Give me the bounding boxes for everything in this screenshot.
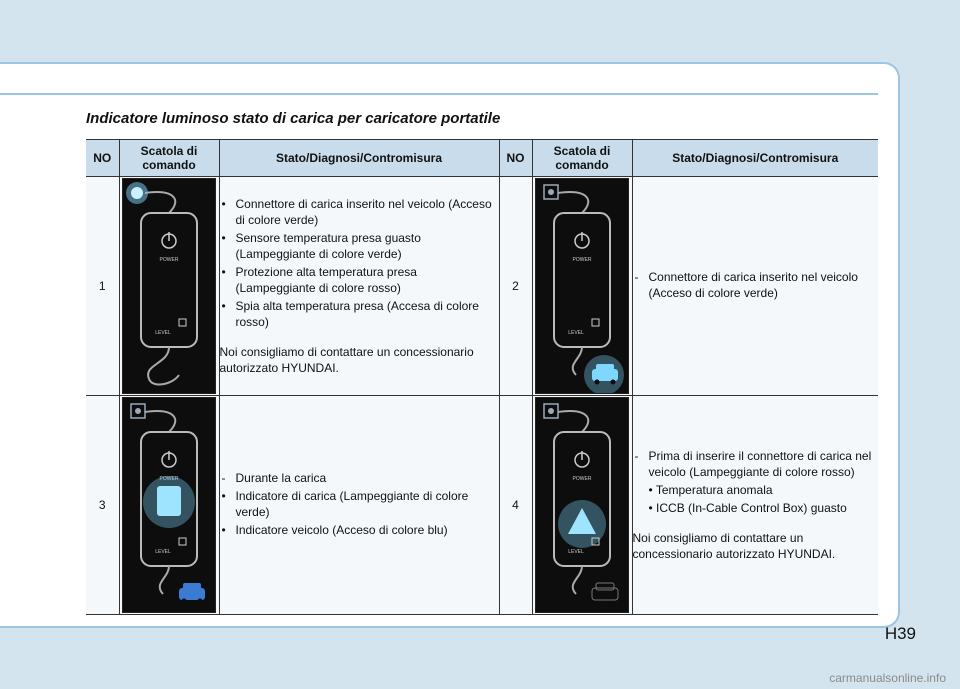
list-item: • Spia alta temperatura presa (Accesa di colore rosso) bbox=[221, 299, 479, 329]
list-item: • Indicatore di carica (Lampeggiante di colore verde) bbox=[221, 489, 469, 519]
level-label: LEVEL bbox=[155, 330, 171, 336]
status-description bbox=[632, 177, 878, 396]
col-header-status: Stato/Diagnosi/Contromisura bbox=[219, 140, 499, 177]
table-row bbox=[86, 396, 878, 615]
table-row bbox=[86, 177, 878, 396]
watermark: carmanualsonline.info bbox=[829, 671, 946, 685]
svg-text:POWER: POWER bbox=[159, 476, 179, 482]
page-number: H39 bbox=[884, 624, 916, 643]
col-header-no: NO bbox=[86, 140, 119, 177]
list-item: • Temperatura anomala bbox=[648, 483, 773, 497]
col-header-status-2: Stato/Diagnosi/Contromisura bbox=[632, 140, 878, 177]
list-item: - Durante la carica bbox=[221, 471, 327, 485]
charger-plug-glow-icon bbox=[122, 178, 216, 394]
power-label: POWER bbox=[159, 257, 179, 263]
col-header-no-2: NO bbox=[499, 140, 532, 177]
dealer-note: Noi consigliamo di contattare un concessionario autorizzato HYUNDAI. bbox=[632, 531, 836, 561]
list-item: • Protezione alta temperatura presa (Lampeggiante di colore rosso) bbox=[221, 265, 417, 295]
control-box-cell bbox=[532, 177, 632, 396]
header-rule bbox=[0, 93, 878, 95]
status-table bbox=[86, 139, 878, 615]
col-header-box: Scatola di comando bbox=[119, 140, 219, 177]
status-description bbox=[632, 396, 878, 615]
list-item: - Prima di inserire il connettore di carica nel veicolo (Lampeggiante di colore rosso) bbox=[634, 449, 872, 479]
row-number: 1 bbox=[86, 177, 119, 396]
svg-text:POWER: POWER bbox=[572, 257, 592, 263]
dealer-note: Noi consigliamo di contattare un concessionario autorizzato HYUNDAI. bbox=[219, 345, 474, 375]
row-number: 3 bbox=[86, 396, 119, 615]
control-box-cell bbox=[119, 177, 219, 396]
list-item: • ICCB (In-Cable Control Box) guasto bbox=[648, 501, 847, 515]
control-box-cell bbox=[119, 396, 219, 615]
svg-text:POWER: POWER bbox=[572, 476, 592, 482]
list-item: - Connettore di carica inserito nel veicolo (Acceso di colore verde) bbox=[634, 270, 858, 300]
control-box-cell bbox=[532, 396, 632, 615]
list-item: • Indicatore veicolo (Acceso di colore blu) bbox=[221, 523, 448, 537]
svg-text:LEVEL: LEVEL bbox=[568, 549, 584, 555]
charger-warning-glow-icon bbox=[535, 397, 629, 613]
svg-text:LEVEL: LEVEL bbox=[568, 330, 584, 336]
svg-text:LEVEL: LEVEL bbox=[155, 549, 171, 555]
col-header-box-2: Scatola di comando bbox=[532, 140, 632, 177]
status-description bbox=[219, 396, 499, 615]
section-title: Indicatore luminoso stato di carica per caricatore portatile bbox=[86, 110, 501, 127]
charger-level-glow-icon bbox=[122, 397, 216, 613]
list-item: • Sensore temperatura presa guasto (Lampeggiante di colore verde) bbox=[221, 231, 421, 261]
row-number: 2 bbox=[499, 177, 532, 396]
list-item: • Connettore di carica inserito nel veicolo (Acceso di colore verde) bbox=[221, 197, 492, 227]
status-description bbox=[219, 177, 499, 396]
table-header-row bbox=[86, 140, 878, 177]
row-number: 4 bbox=[499, 396, 532, 615]
charger-vehicle-glow-icon bbox=[535, 178, 629, 394]
